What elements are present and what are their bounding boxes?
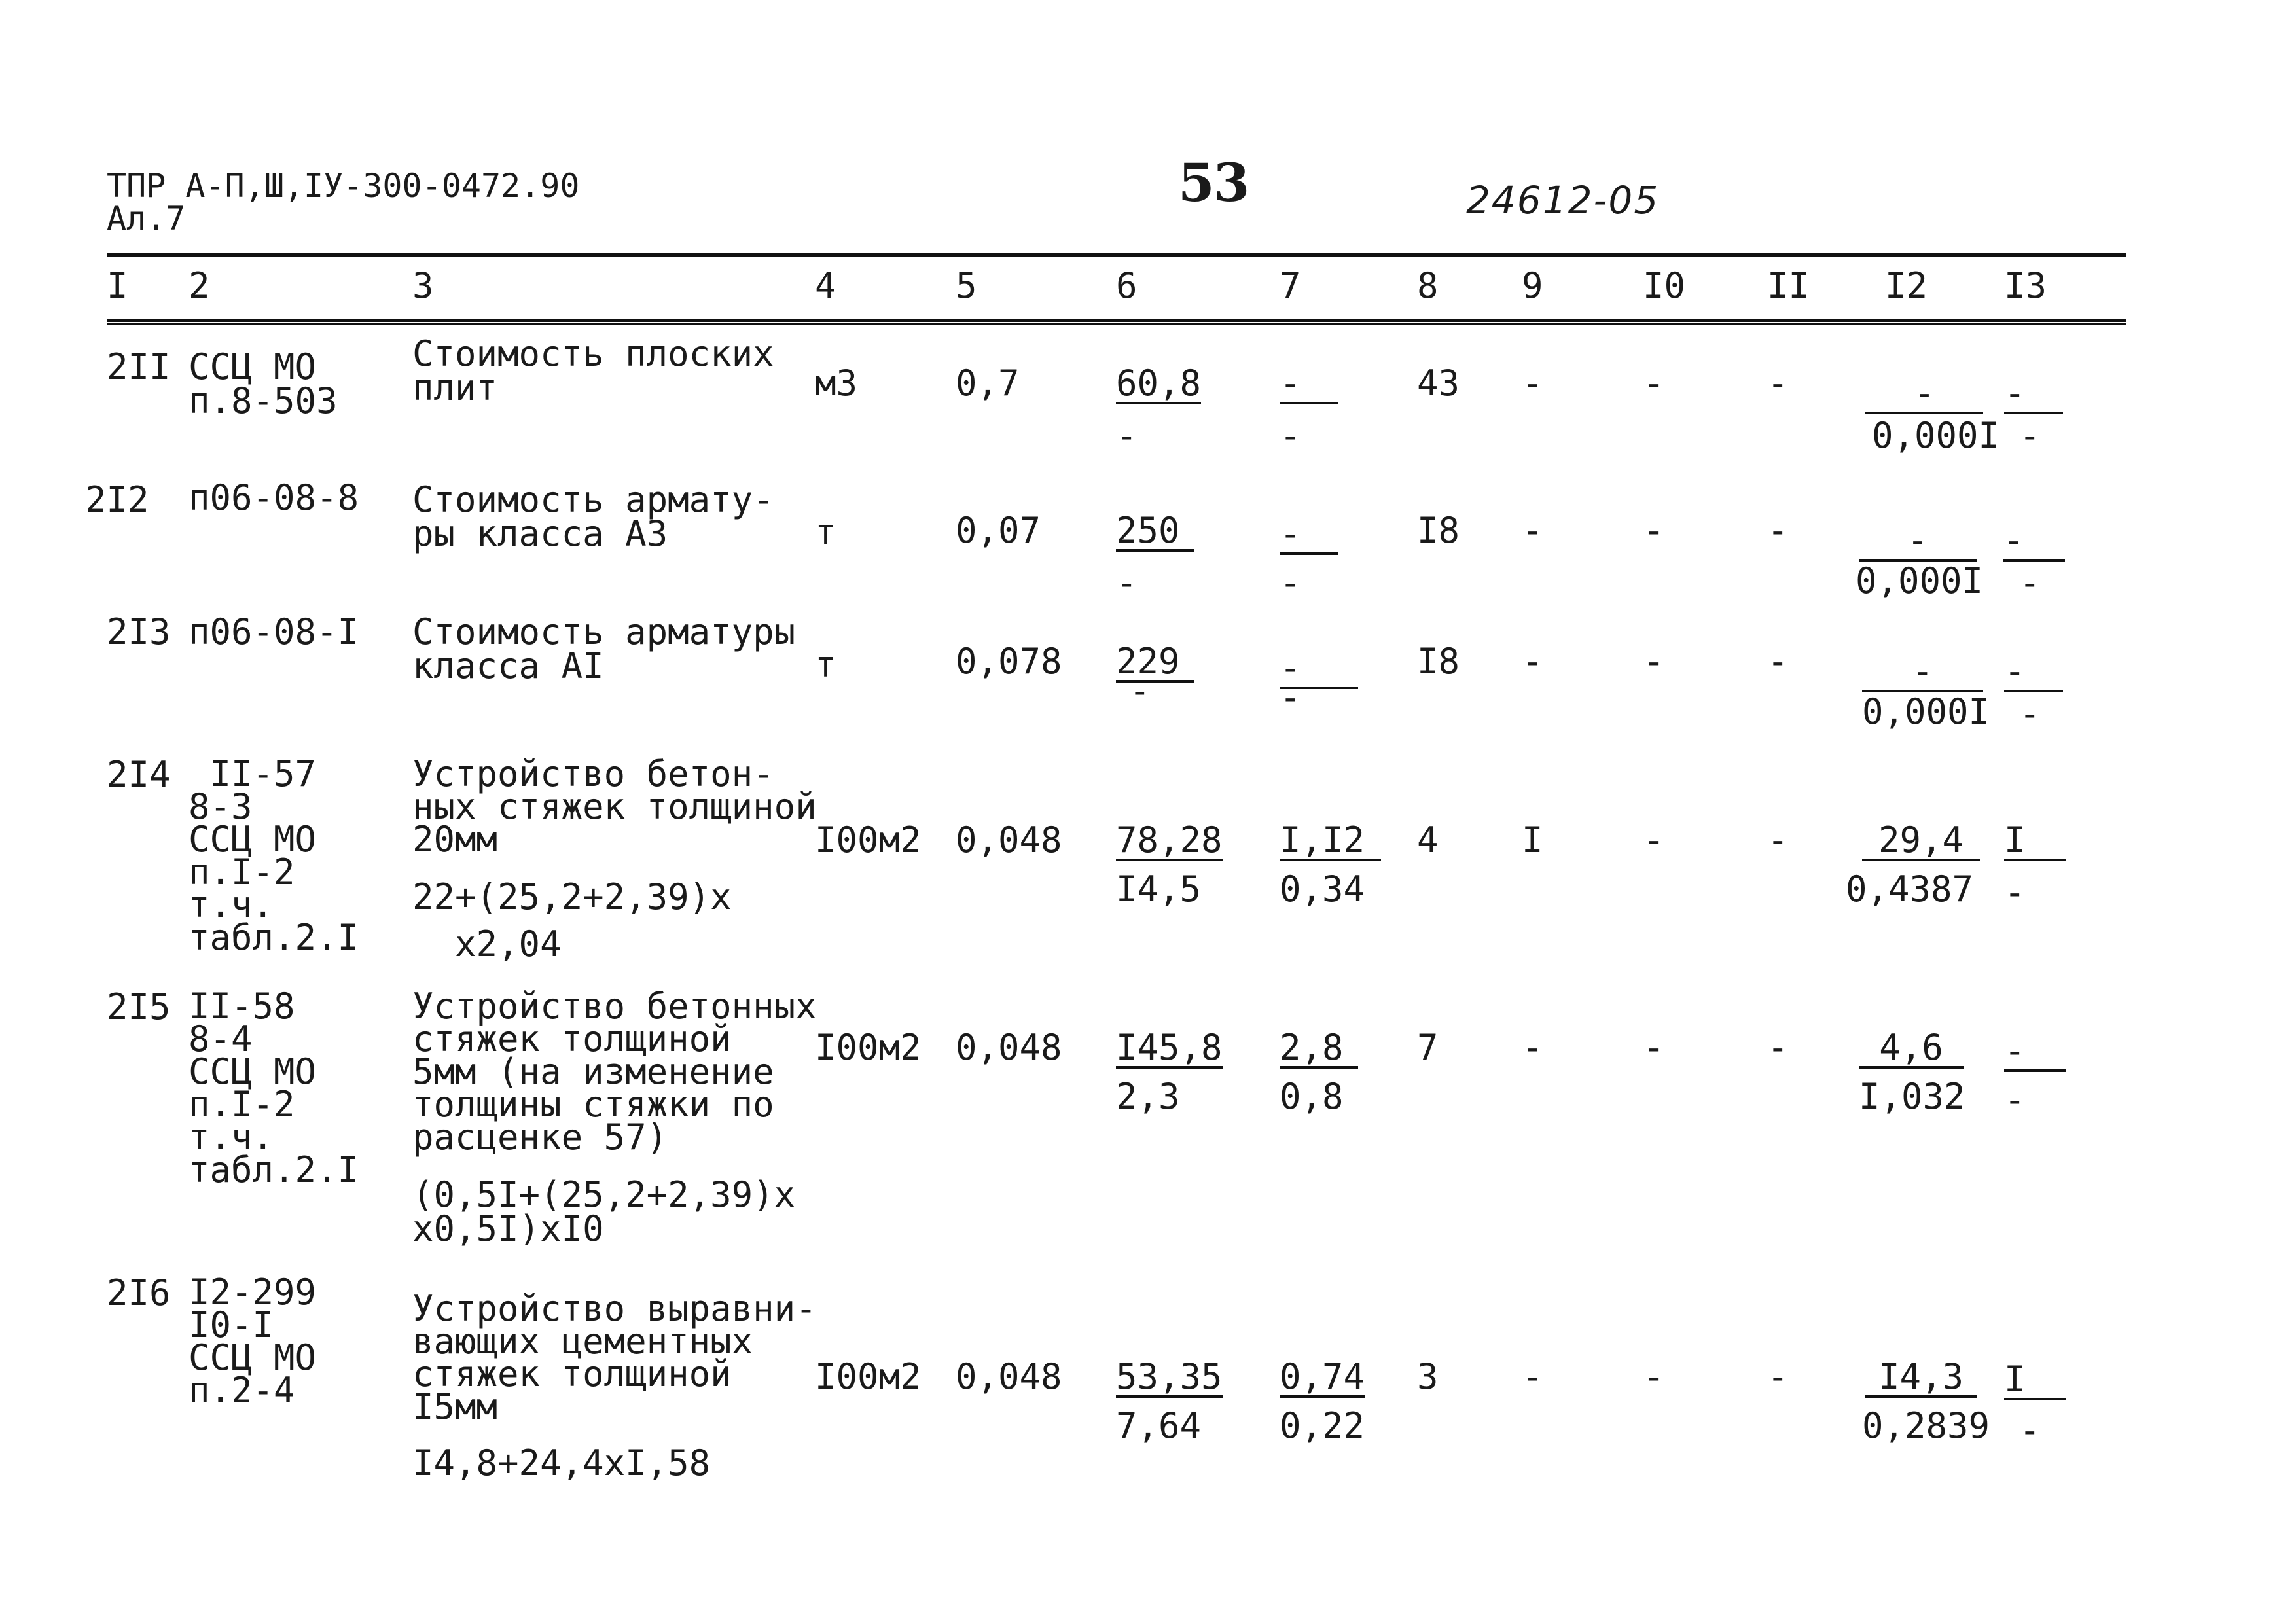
row-number: 2I4 (107, 754, 171, 795)
column-header: I2 (1885, 265, 1928, 306)
quantity: 0,7 (956, 363, 1020, 404)
column-header: II (1767, 265, 1810, 306)
rate-code: ССЦ МО п.8-503 (188, 346, 338, 421)
row-number: 2I2 (85, 479, 149, 520)
col13-top: I (2004, 1363, 2066, 1400)
machine-cost: 2,8 (1280, 1031, 1358, 1069)
cost-total: 53,35 (1116, 1356, 1223, 1397)
column-header: I0 (1643, 265, 1686, 306)
page-number: 53 (1178, 152, 1249, 213)
column-header: 5 (956, 265, 977, 306)
col8-value: 3 (1417, 1356, 1439, 1397)
col13-bottom: - (2019, 1410, 2041, 1451)
cost-wages: - (1116, 562, 1138, 603)
work-description: Устройство бетон- ных стяжек толщиной 20мм (412, 753, 817, 860)
col12-top: - (1865, 376, 1983, 414)
work-description: Стоимость плоских плит (412, 333, 774, 408)
rate-code: п06-08-I (188, 611, 359, 652)
col11-value: - (1767, 363, 1789, 404)
col10-value: - (1643, 510, 1664, 551)
table-header-rule (107, 319, 2126, 322)
col13-top: - (2004, 376, 2063, 414)
cost-total: 60,8 (1116, 363, 1202, 404)
quantity: 0,07 (956, 510, 1041, 551)
machine-wages: - (1280, 562, 1301, 603)
quantity: 0,078 (956, 641, 1062, 682)
table-top-rule (107, 253, 2126, 257)
col11-value: - (1767, 510, 1789, 551)
col10-value: - (1643, 363, 1664, 404)
machine-cost: - (1280, 517, 1338, 555)
quantity: 0,048 (956, 1027, 1062, 1068)
col10-value: - (1643, 641, 1664, 682)
col13-top: - (2003, 524, 2065, 562)
col8-value: I8 (1417, 510, 1460, 551)
rate-code: II-58 8-4 ССЦ МО п.I-2 т.ч. табл.2.I (188, 986, 359, 1190)
col9-value: - (1522, 1027, 1543, 1068)
cost-total: I45,8 (1116, 1027, 1223, 1068)
col13-bottom: - (2019, 415, 2041, 456)
cost-total: 78,28 (1116, 819, 1223, 861)
col12-top: 4,6 (1859, 1031, 1964, 1069)
col12-top: - (1862, 654, 1983, 692)
cost-wages: - (1116, 415, 1138, 456)
column-header: 2 (188, 265, 210, 306)
unit: т (815, 644, 836, 685)
col8-value: 43 (1417, 363, 1460, 404)
unit: I00м2 (815, 1356, 922, 1397)
rate-code: II-57 8-3 ССЦ МО п.I-2 т.ч. табл.2.I (188, 753, 359, 958)
machine-wages: - (1280, 677, 1301, 718)
work-description: Стоимость арматуры класса АI (412, 611, 796, 687)
col11-value: - (1767, 1356, 1789, 1397)
column-header: 4 (815, 265, 836, 306)
column-header: 7 (1280, 265, 1301, 306)
table-header-rule-2 (107, 323, 2126, 325)
unit: м3 (815, 363, 858, 404)
column-header: I3 (2004, 265, 2047, 306)
column-header: I (107, 265, 128, 306)
col9-value: I (1522, 819, 1543, 861)
unit: I00м2 (815, 819, 922, 861)
col8-value: 7 (1417, 1027, 1439, 1068)
col9-value: - (1522, 641, 1543, 682)
cost-wages: I4,5 (1116, 868, 1202, 910)
column-header: 3 (412, 265, 434, 306)
col11-value: - (1767, 1027, 1789, 1068)
col10-value: - (1643, 819, 1664, 861)
row-number: 2I5 (107, 986, 171, 1027)
col12-bottom: 0,000I (1856, 560, 1984, 601)
col9-value: - (1522, 363, 1543, 404)
row-number: 2I3 (107, 611, 171, 652)
row-number: 2II (107, 346, 171, 387)
cost-total: 250 (1116, 514, 1194, 552)
document-number: 24612-05 (1466, 178, 1660, 223)
rate-code: п06-08-8 (188, 477, 359, 518)
col11-value: - (1767, 641, 1789, 682)
quantity: 0,048 (956, 1356, 1062, 1397)
work-description: Стоимость армату- ры класса А3 (412, 479, 774, 554)
col12-bottom: I,032 (1859, 1076, 1965, 1117)
col13-top: - (2004, 1034, 2066, 1072)
col9-value: - (1522, 1356, 1543, 1397)
col8-value: 4 (1417, 819, 1439, 861)
col12-bottom: 0,2839 (1862, 1405, 1990, 1446)
calculation-formula: I4,8+24,4хI,58 (412, 1442, 711, 1484)
col12-bottom: 0,000I (1862, 691, 1990, 732)
col12-bottom: 0,000I (1872, 415, 2000, 456)
machine-wages: 0,34 (1280, 868, 1365, 910)
col12-top: I4,3 (1865, 1360, 1977, 1398)
row-number: 2I6 (107, 1272, 171, 1313)
unit: т (815, 512, 836, 553)
col10-value: - (1643, 1356, 1664, 1397)
col13-top: I (2004, 823, 2066, 861)
col12-bottom: 0,4387 (1846, 868, 1974, 910)
col10-value: - (1643, 1027, 1664, 1068)
col13-bottom: - (2019, 562, 2041, 603)
col13-top: - (2004, 654, 2063, 692)
calculation-formula: 22+(25,2+2,39)х х2,04 (412, 876, 732, 965)
machine-cost: - (1280, 366, 1338, 404)
column-header: 8 (1417, 265, 1439, 306)
work-description: Устройство бетонных стяжек толщиной 5мм (на изменение толщины стяжки по расценке 57) (412, 986, 817, 1158)
col11-value: - (1767, 819, 1789, 861)
sheet-label: Ал.7 (107, 200, 186, 238)
machine-cost: I,I2 (1280, 823, 1381, 861)
quantity: 0,048 (956, 819, 1062, 861)
calculation-formula: (0,5I+(25,2+2,39)х х0,5I)хI0 (412, 1174, 796, 1249)
cost-total: 229 (1116, 645, 1194, 683)
column-header: 9 (1522, 265, 1543, 306)
rate-code: I2-299 I0-I ССЦ МО п.2-4 (188, 1272, 317, 1411)
cost-wages: 7,64 (1116, 1405, 1202, 1446)
machine-wages: 0,8 (1280, 1076, 1344, 1117)
machine-wages: - (1280, 415, 1301, 456)
cost-wages: 2,3 (1116, 1076, 1180, 1117)
machine-cost: - (1280, 651, 1358, 689)
machine-wages: 0,22 (1280, 1405, 1365, 1446)
column-header: 6 (1116, 265, 1138, 306)
col8-value: I8 (1417, 641, 1460, 682)
col12-top: - (1859, 524, 1977, 562)
col13-bottom: - (2004, 872, 2026, 913)
cost-wages: - (1129, 670, 1151, 711)
machine-cost: 0,74 (1280, 1356, 1365, 1397)
unit: I00м2 (815, 1027, 922, 1068)
col9-value: - (1522, 510, 1543, 551)
work-description: Устройство выравни- вающих цементных стяжек толщиной I5мм (412, 1288, 817, 1427)
document-code: ТПР А-П,Ш,IУ-300-0472.90 (107, 167, 580, 205)
col12-top: 29,4 (1862, 823, 1980, 861)
col13-bottom: - (2004, 1079, 2026, 1120)
col13-bottom: - (2019, 693, 2041, 734)
